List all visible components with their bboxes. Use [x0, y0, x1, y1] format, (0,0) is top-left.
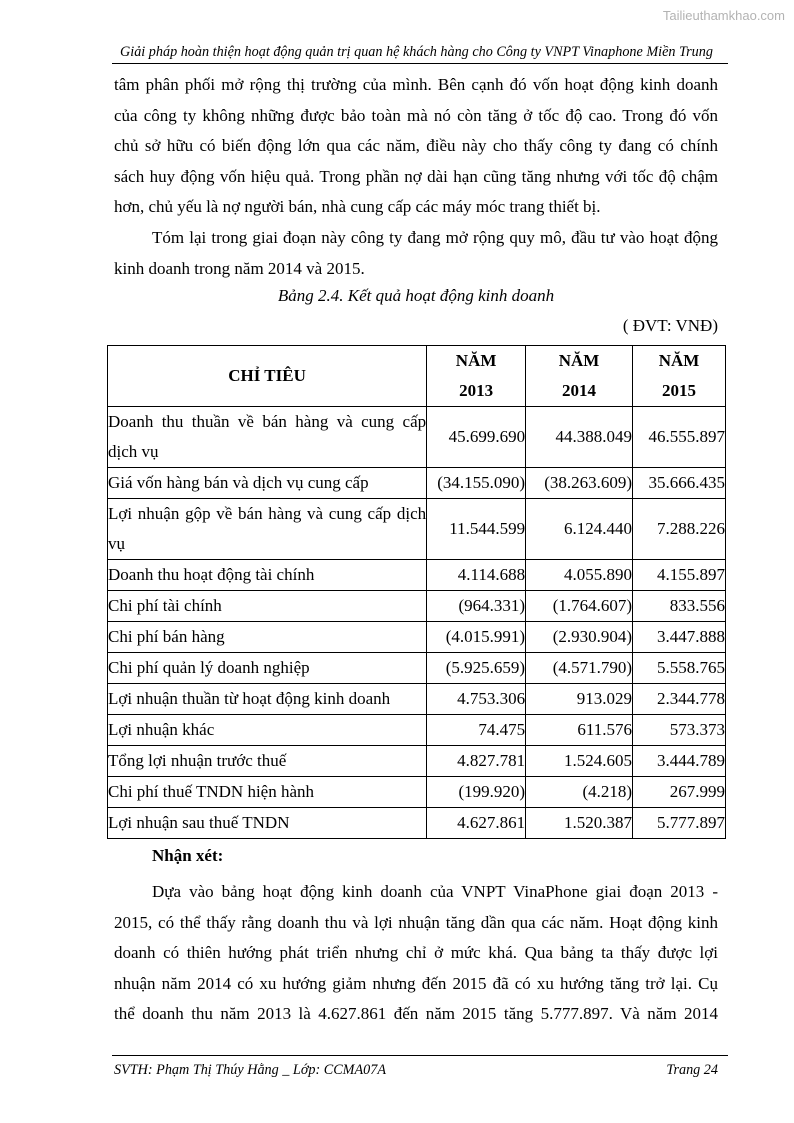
- row-value-2014: 1.520.387: [526, 808, 633, 839]
- header-year-2013: [427, 346, 526, 407]
- row-value-2015: 573.373: [633, 715, 726, 746]
- text-line: nhuận năm 2014 có xu hướng giảm nhưng đến 2015 đã có xu hướng tăng trở lại. Cụ: [114, 973, 718, 993]
- row-label: Tổng lợi nhuận trước thuế: [108, 746, 427, 777]
- table-row: [108, 468, 726, 499]
- row-label: Chi phí quản lý doanh nghiệp: [108, 653, 427, 684]
- footer-author: SVTH: Phạm Thị Thúy Hằng _ Lớp: CCMA07A: [114, 1062, 387, 1078]
- paragraph-comment: [114, 877, 718, 1030]
- row-value-2015: 46.555.897: [633, 407, 726, 468]
- table-row: [108, 499, 726, 560]
- row-label: Giá vốn hàng bán và dịch vụ cung cấp: [108, 468, 427, 499]
- row-value-2015: 5.777.897: [633, 808, 726, 839]
- text-line: tâm phân phối mở rộng thị trường của mình. Bên cạnh đó vốn hoạt động kinh doanh: [114, 75, 718, 94]
- row-label: Doanh thu thuần về bán hàng và cung cấp dịch vụ: [108, 407, 427, 468]
- running-header: Giải pháp hoàn thiện hoạt động quản trị quan hệ khách hàng cho Công ty VNPT Vinaphone Miền Trung: [120, 44, 713, 60]
- table-row: [108, 684, 726, 715]
- table-header-row: [108, 346, 726, 407]
- header-year-2015: [633, 346, 726, 407]
- row-value-2014: (2.930.904): [526, 622, 633, 653]
- row-label: Chi phí bán hàng: [108, 622, 427, 653]
- header-divider: [112, 63, 728, 64]
- row-value-2013: 4.753.306: [427, 684, 526, 715]
- row-value-2015: 35.666.435: [633, 468, 726, 499]
- row-value-2013: 11.544.599: [427, 499, 526, 560]
- table-unit: ( ĐVT: VNĐ): [622, 316, 718, 335]
- row-value-2015: 833.556: [633, 591, 726, 622]
- row-label: Lợi nhuận thuần từ hoạt động kinh doanh: [108, 684, 427, 715]
- row-value-2013: 4.827.781: [427, 746, 526, 777]
- row-value-2015: 3.444.789: [633, 746, 726, 777]
- row-value-2015: 4.155.897: [633, 560, 726, 591]
- paragraph-summary: [114, 223, 718, 284]
- paragraph-text: [114, 70, 718, 223]
- row-value-2014: 6.124.440: [526, 499, 633, 560]
- row-value-2015: 2.344.778: [633, 684, 726, 715]
- text-line: doanh có thiên hướng phát triển nhưng chỉ ở mức khá. Qua bảng ta thấy được lợi: [114, 943, 718, 962]
- table-row: [108, 746, 726, 777]
- paragraph-text: [114, 223, 718, 284]
- header-criteria: CHỈ TIÊU: [108, 346, 427, 407]
- text-line: chủ sở hữu có biến động lớn qua các năm, điều này cho thấy công ty đang có chính: [114, 136, 718, 155]
- comment-heading: Nhận xét:: [152, 846, 224, 865]
- text-line: Dựa vào bảng hoạt động kinh doanh của VNPT VinaPhone giai đoạn 2013 -: [152, 882, 718, 901]
- row-value-2014: 913.029: [526, 684, 633, 715]
- header-year-value: 2013: [459, 381, 494, 400]
- row-value-2013: (4.015.991): [427, 622, 526, 653]
- row-value-2013: (5.925.659): [427, 653, 526, 684]
- table-row: [108, 560, 726, 591]
- text-line: hơn, chủ yếu là nợ người bán, nhà cung cấp các máy móc trang thiết bị.: [114, 197, 601, 216]
- row-value-2015: 3.447.888: [633, 622, 726, 653]
- table-row: [108, 715, 726, 746]
- row-value-2015: 267.999: [633, 777, 726, 808]
- row-value-2013: 45.699.690: [427, 407, 526, 468]
- row-value-2013: 4.114.688: [427, 560, 526, 591]
- paragraph-text: [114, 877, 718, 1030]
- row-label: Lợi nhuận sau thuế TNDN: [108, 808, 427, 839]
- watermark: Tailieuthamkhao.com: [662, 8, 785, 23]
- table-row: [108, 653, 726, 684]
- row-value-2013: 4.627.861: [427, 808, 526, 839]
- table-row: [108, 808, 726, 839]
- table-row: [108, 777, 726, 808]
- table-body: [108, 407, 726, 839]
- row-value-2015: 5.558.765: [633, 653, 726, 684]
- text-line: thể doanh thu năm 2013 là 4.627.861 đến năm 2015 tăng 5.777.897. Và năm 2014: [114, 1004, 718, 1023]
- text-line: 2015, có thể thấy rằng doanh thu và lợi nhuận tăng dần qua các năm. Hoạt động kinh: [114, 912, 718, 932]
- header-year-value: 2014: [562, 381, 597, 400]
- row-value-2013: 74.475: [427, 715, 526, 746]
- row-value-2013: (964.331): [427, 591, 526, 622]
- footer-divider: [112, 1055, 728, 1056]
- table-caption: Bảng 2.4. Kết quả hoạt động kinh doanh: [277, 286, 555, 305]
- text-line: của công ty không những được bảo toàn mà nó còn tăng ở tốc độ cao. Trong đó vốn: [114, 105, 718, 125]
- text-line: kinh doanh trong năm 2014 và 2015.: [114, 258, 365, 278]
- row-value-2014: 44.388.049: [526, 407, 633, 468]
- row-value-2015: 7.288.226: [633, 499, 726, 560]
- row-label: Lợi nhuận gộp về bán hàng và cung cấp dịch vụ: [108, 499, 427, 560]
- row-label: Lợi nhuận khác: [108, 715, 427, 746]
- row-value-2014: 4.055.890: [526, 560, 633, 591]
- row-value-2014: 1.524.605: [526, 746, 633, 777]
- row-value-2013: (34.155.090): [427, 468, 526, 499]
- table-row: [108, 591, 726, 622]
- business-results-table: [107, 345, 726, 839]
- row-value-2014: (38.263.609): [526, 468, 633, 499]
- row-value-2014: (1.764.607): [526, 591, 633, 622]
- table-row: [108, 407, 726, 468]
- row-value-2013: (199.920): [427, 777, 526, 808]
- row-value-2014: (4.218): [526, 777, 633, 808]
- row-label: Chi phí tài chính: [108, 591, 427, 622]
- text-line: sách huy động vốn hiệu quả. Trong phần nợ dài hạn cũng tăng nhưng với tốc độ chậm: [114, 166, 718, 186]
- header-year-label: NĂM: [455, 351, 497, 370]
- row-value-2014: (4.571.790): [526, 653, 633, 684]
- text-line: Tóm lại trong giai đoạn này công ty đang mở rộng quy mô, đầu tư vào hoạt động: [152, 228, 718, 247]
- table-row: [108, 622, 726, 653]
- header-year-value: 2015: [662, 381, 696, 400]
- row-value-2014: 611.576: [526, 715, 633, 746]
- page-number: Trang 24: [666, 1062, 718, 1078]
- row-label: Chi phí thuế TNDN hiện hành: [108, 777, 427, 808]
- header-year-label: NĂM: [558, 351, 600, 370]
- paragraph-capital: [114, 70, 718, 223]
- header-year-2014: [526, 346, 633, 407]
- header-year-label: NĂM: [658, 351, 700, 370]
- row-label: Doanh thu hoạt động tài chính: [108, 560, 427, 591]
